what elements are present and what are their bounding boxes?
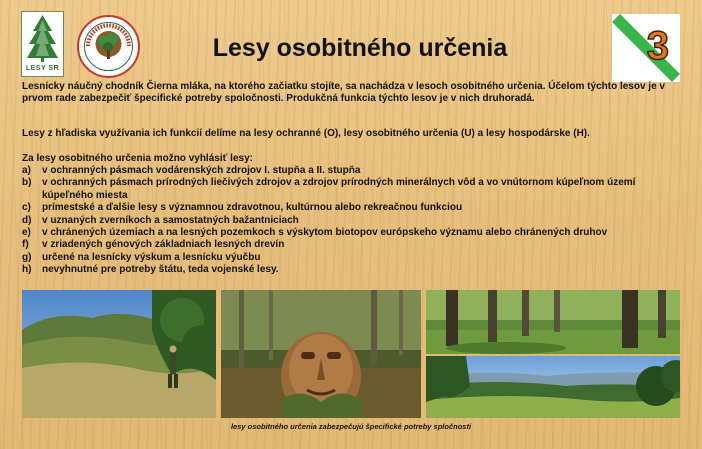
hill-panorama-photo — [426, 356, 680, 418]
list-letter: b) — [22, 177, 32, 189]
list-text: určené na lesnícky výskum a lesnícku výučbu — [42, 251, 261, 263]
list-text: v ochranných pásmach vodárenských zdrojov I. stupňa a II. stupňa — [42, 165, 361, 176]
trail-seal-logo — [77, 15, 140, 78]
lesy-sr-label: LESY SR — [25, 65, 60, 72]
intro-paragraph: Lesnícky náučný chodník Čierna mláka, na ktorého začiatku stojíte, sa nachádza v lesoch osobitného určenia. Účelom týchto lesov je v prvom rade zabezpečiť špecifické potreby spoločnosti. Produkčná funkcia týchto lesov je v nich druhoradá. — [22, 81, 665, 105]
list-text: v uznaných zverníkoch a samostatných bažantniciach — [42, 214, 299, 226]
lesy-sr-logo — [21, 11, 64, 77]
list-text: v chránených územiach a na lesných pozemkoch s výskytom biotopov európskeho významu alebo chránených druhov — [42, 227, 608, 239]
list-letter: a) — [22, 165, 31, 176]
oak-tree-seal-icon — [79, 17, 138, 76]
list-letter: f) — [22, 239, 29, 251]
list-letter: h) — [22, 264, 32, 276]
list-letter: c) — [22, 202, 31, 214]
list-item — [22, 239, 687, 251]
meadow-hiker-photo — [22, 290, 216, 418]
list-item — [22, 227, 687, 239]
page-title: Lesy osobitného určenia — [212, 34, 508, 62]
list-item — [22, 215, 687, 227]
list-item — [22, 177, 687, 202]
forest-trunks-photo — [426, 290, 680, 354]
stop-number-badge — [612, 14, 680, 82]
footer-caption: lesy osobitného určenia zabezpečujú špecifické potreby spločnosti — [230, 422, 472, 431]
list-text: v ochranných pásmach prírodných liečivých zdrojov a zdrojov prírodných minerálnych vôd a vo vnútornom kúpeľnom území kúpeľného miesta — [42, 177, 636, 201]
list-letter: e) — [22, 227, 31, 239]
list-text: v zriadených génových základniach lesných drevín — [42, 239, 285, 251]
list-item — [22, 264, 687, 276]
purpose-list — [22, 165, 687, 277]
list-heading: Za lesy osobitného určenia možno vyhlásiť lesy: — [22, 153, 253, 164]
carved-stump-face-photo — [221, 290, 421, 418]
list-item — [22, 165, 687, 177]
list-letter: d) — [22, 214, 32, 226]
list-item — [22, 202, 687, 214]
forest-categories-paragraph: Lesy z hľadiska využívania ich funkcií delíme na lesy ochranné (O), lesy osobitného určenia (U) a lesy hospodárske (H). — [22, 128, 590, 139]
stop-number: 3 — [646, 24, 669, 68]
list-text: prímestské a ďalšie lesy s významnou zdravotnou, kultúrnou alebo rekreačnou funkciou — [42, 202, 463, 214]
list-letter: g) — [22, 251, 32, 263]
spruce-tree-logo-icon — [22, 12, 63, 64]
list-text: nevyhnutné pre potreby štátu, teda vojenské lesy. — [42, 264, 279, 276]
list-item — [22, 252, 687, 264]
